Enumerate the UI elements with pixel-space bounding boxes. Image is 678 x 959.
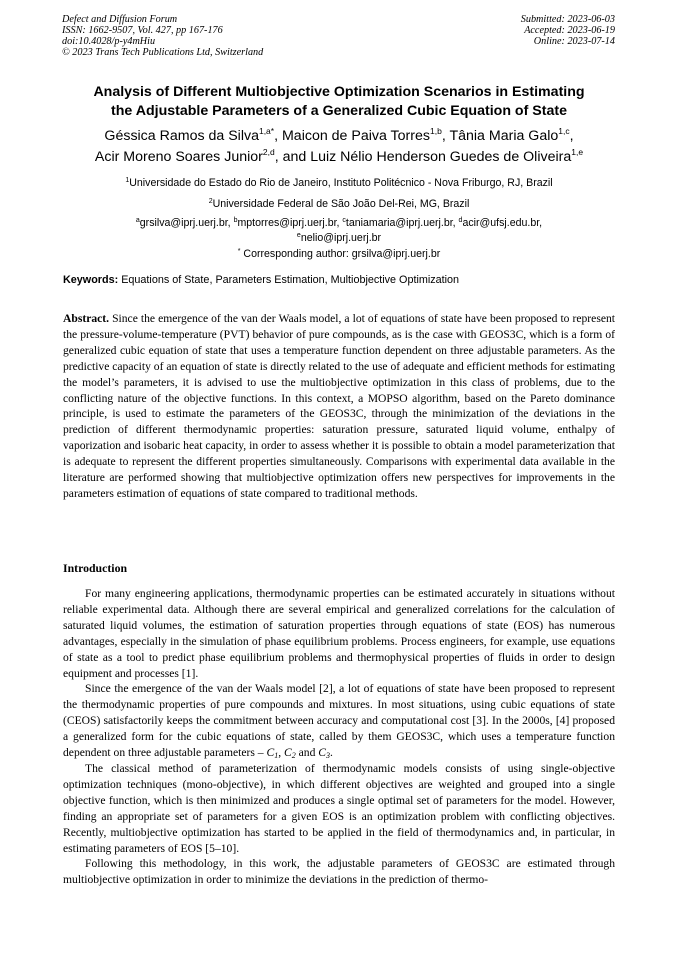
emails-line-1 [30, 216, 648, 231]
emails-line-2 [30, 231, 648, 246]
intro-paragraph-2 [63, 681, 615, 761]
param-symbol: C [266, 746, 275, 760]
author-emails [30, 216, 648, 246]
author-separator: , [569, 128, 574, 144]
email-mark: d [458, 217, 463, 224]
dates-header [521, 14, 615, 47]
param-separator: . [330, 746, 333, 760]
param-subscript: 1 [274, 751, 279, 761]
corresponding-author [30, 248, 648, 261]
author-affiliation-mark: 1,c [558, 126, 570, 136]
email-mark: c [342, 217, 346, 224]
authors-line-1 [30, 126, 648, 147]
affiliation-mark: 2 [208, 198, 213, 205]
param-symbol: C [284, 746, 292, 760]
abstract-label: Abstract. [63, 312, 110, 325]
affiliation-text: Universidade do Estado do Rio de Janeiro, Instituto Politécnico - Nova Friburgo, RJ, Brazil [129, 177, 553, 189]
corresponding-text: Corresponding author: grsilva@iprj.uerj.br [243, 248, 441, 260]
title-line-2: the Adjustable Parameters of a Generalized Cubic Equation of State [111, 103, 567, 119]
author-name: Luiz Nélio Henderson Guedes de Oliveira [310, 149, 572, 165]
accepted-date: Accepted: 2023-06-19 [524, 25, 615, 36]
author-separator: , and [274, 149, 311, 165]
intro-paragraph-4: Following this methodology, in this work, the adjustable parameters of GEOS3C are estimated through multiobjective optimization in order to minimize the deviations in the prediction of thermo- [63, 857, 615, 887]
intro-paragraph-3: The classical method of parameterization of thermodynamic models consists of using single-objective optimization techniques (mono-objective), in which different objectives are weighted and grouped into a single objective function, which is then minimized and produces a single optimal set of parameters for the model. However, finding an appropriate set of parameters for a given EOS is an optimization problem with conflicting objectives. Recently, multiobjective optimization has started to be applied in the field of thermodynamics and, in particular, in estimating parameters of EOS [5–10]. [63, 761, 615, 855]
author-name: Tânia Maria Galo [449, 128, 559, 144]
param-symbol: C [318, 746, 327, 760]
param-separator: , [278, 746, 284, 760]
author-name: Géssica Ramos da Silva [104, 128, 259, 144]
affiliation-1 [30, 177, 648, 190]
email-link[interactable]: grsilva@iprj.uerj.br, [139, 217, 234, 229]
keywords-label: Keywords: [63, 274, 119, 286]
author-affiliation-mark: 2,d [262, 147, 275, 157]
author-name: Maicon de Paiva Torres [281, 128, 430, 144]
email-link[interactable]: nelio@iprj.uerj.br [300, 232, 382, 244]
affiliation-text: Universidade Federal de São João Del-Rei, MG, Brazil [212, 198, 470, 210]
email-mark: e [296, 232, 301, 239]
abstract-text: Since the emergence of the van der Waals model, a lot of equations of state have been proposed to represent the pressure-volume-temperature (PVT) behavior of pure compounds, as is the case with GEOS3C, which is a form of generalized cubic equation of state that uses a temperature function dependent on three adjustable parameters. As the predictive capacity of an equation of state is directly related to the use of adequate and efficient methods for estimating the model’s parameters, it is advised to use the multiobjective optimization in this class of problems, due to the conflicting nature of the objective functions. In this context, a MOPSO algorithm, based on the Pareto dominance principle, is used to estimate the parameters of the GEOS3C, through the minimization of the deviations in the prediction of different thermodynamic properties: saturation pressure, saturated liquid volume, enthalpy of vaporization and isobaric heat capacity, in order to assess whether it is possible to obtain a model parameterization that is adequate to represent the different properties simultaneously. Comparisons with experimental data available in the literature are performed showing that multiobjective optimization offers new perspectives for improvements in the parameters estimation of equations of state compared to traditional methods. [63, 312, 615, 500]
abstract [63, 311, 615, 502]
param-separator: and [295, 746, 319, 760]
intro-paragraph-1: For many engineering applications, thermodynamic properties can be estimated accurately in situations without reliable experimental data. Although there are several empirical and generalized correlations for the calculation of saturated liquid volumes, the estimation of saturation properties through equations of state (EOS) has numerous advantages, especially in the simulation of phase equilibrium problems. Process engineers, for example, use equations of state as a tool to predict phase equilibrium problems and thermophysical properties of fluids in order to design equipment and processes [1]. [63, 587, 615, 680]
intro-paragraph-2-text: Since the emergence of the van der Waals model [2], a lot of equations of state have been proposed to represent the thermodynamic properties of pure compounds and mixtures. In most situations, using cubic equations of state (CEOS) satisfactorily keeps the commitment between accuracy and computational cost [3]. In the 2000s, [4] proposed a generalized form for the cubic equations of state, called by them GEOS3C, which uses a temperature function dependent on three adjustable parameters – [63, 682, 615, 760]
param-subscript: 3 [326, 751, 331, 761]
author-name: Acir Moreno Soares Junior [94, 149, 263, 165]
email-mark: a [135, 217, 140, 224]
journal-header [62, 14, 263, 58]
online-date: Online: 2023-07-14 [533, 36, 615, 47]
paper-title [40, 83, 638, 121]
email-link[interactable]: taniamaria@iprj.uerj.br, [345, 217, 459, 229]
keywords [63, 274, 615, 287]
doi: doi:10.4028/p-y4mHiu [62, 36, 156, 47]
param-subscript: 2 [291, 751, 296, 761]
author-separator: , [441, 128, 450, 144]
author-affiliation-mark: 1,a* [258, 126, 275, 136]
keywords-text: Equations of State, Parameters Estimation, Multiobjective Optimization [121, 274, 460, 286]
copyright: © 2023 Trans Tech Publications Ltd, Switzerland [62, 47, 264, 58]
affiliation-mark: 1 [125, 177, 130, 184]
email-link[interactable]: mptorres@iprj.uerj.br, [237, 217, 343, 229]
submitted-date: Submitted: 2023-06-03 [520, 14, 615, 25]
author-affiliation-mark: 1,b [429, 126, 442, 136]
author-separator: , [274, 128, 282, 144]
authors-line-2 [30, 147, 648, 168]
issn: ISSN: 1662-9507, Vol. 427, pp 167-176 [62, 25, 223, 36]
corresponding-mark: * [237, 248, 241, 255]
affiliation-2 [30, 198, 648, 211]
title-line-1: Analysis of Different Multiobjective Optimization Scenarios in Estimating [93, 84, 585, 100]
journal-name: Defect and Diffusion Forum [62, 14, 178, 25]
section-heading-introduction: Introduction [63, 561, 128, 575]
introduction-body [63, 586, 615, 888]
author-list [30, 126, 648, 168]
author-affiliation-mark: 1,e [571, 147, 584, 157]
email-link[interactable]: acir@ufsj.edu.br, [462, 217, 543, 229]
email-mark: b [233, 217, 238, 224]
